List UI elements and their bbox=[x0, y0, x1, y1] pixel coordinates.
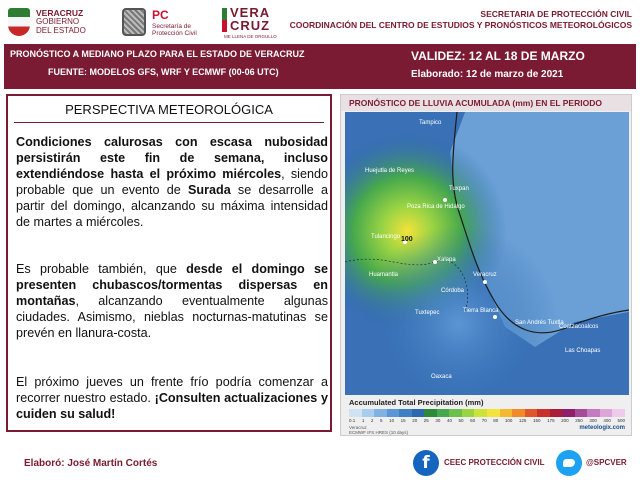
colorbar-tick: 200 bbox=[561, 418, 569, 423]
colorbar-swatch bbox=[550, 409, 563, 417]
forecast-validity: VALIDEZ: 12 AL 18 DE MARZO bbox=[411, 49, 585, 63]
colorbar-swatch bbox=[575, 409, 588, 417]
veracruz-government-logo bbox=[8, 6, 108, 42]
facebook-icon[interactable]: f bbox=[413, 450, 439, 476]
map-label-tulancingo: Tulancingo bbox=[371, 234, 401, 240]
colorbar-tick: 25 bbox=[423, 418, 429, 423]
colorbar-swatch bbox=[612, 409, 625, 417]
colorbar-tick: 40 bbox=[446, 418, 452, 423]
header-agency bbox=[290, 9, 632, 31]
colorbar-tick: 400 bbox=[603, 418, 611, 423]
paragraph-2: Es probable también, que desde el domingo se presenten chubascos/tormentas dispersas en montañas, alcanzando eventualmente algunas ciudades. Asimismo, nieblas nocturnas-matutinas se prevén en llanura-costa. bbox=[16, 262, 328, 340]
colorbar-swatch bbox=[600, 409, 613, 417]
colorbar-swatch bbox=[537, 409, 550, 417]
panel-heading: PERSPECTIVA METEOROLÓGICA bbox=[65, 102, 273, 117]
rain-forecast-map-panel bbox=[340, 94, 632, 436]
map-label-xalapa: Xalapa bbox=[437, 257, 456, 263]
panel-divider bbox=[14, 122, 324, 123]
twitter-handle[interactable]: @SPCVER bbox=[586, 458, 627, 467]
header-logos bbox=[8, 6, 278, 42]
colorbar-swatch bbox=[424, 409, 437, 417]
colorbar-swatch bbox=[587, 409, 600, 417]
colorbar-tick: 10 bbox=[389, 418, 395, 423]
colorbar-tick: 20 bbox=[412, 418, 418, 423]
coordinacion-title: COORDINACIÓN DEL CENTRO DE ESTUDIOS Y PRONÓSTICOS METEOROLÓGICOS bbox=[289, 20, 632, 30]
colorbar-ticks bbox=[349, 418, 625, 423]
map-label-veracruz: Veracruz bbox=[473, 272, 497, 278]
colorbar-tick: 500 bbox=[617, 418, 625, 423]
colorbar-tick: 175 bbox=[547, 418, 555, 423]
colorbar-tick: 2 bbox=[370, 418, 374, 423]
colorbar-swatch bbox=[437, 409, 450, 417]
forecast-source: FUENTE: MODELOS GFS, WRF Y ECMWF (00-06 UTC) bbox=[48, 67, 279, 77]
map-label-huejutla: Huejutla de Reyes bbox=[365, 168, 415, 174]
seal-icon bbox=[122, 8, 146, 36]
paragraph-1: Condiciones calurosas con escasa nubosidad persistirán este fin de semana, incluso extendiéndose hasta el próximo miércoles, siendo probable que un evento de Surada se desarrolle a partir del domingo, alcanzando su máxima intensidad de martes a miércoles. bbox=[16, 135, 328, 229]
colorbar-tick: 125 bbox=[518, 418, 527, 423]
map-label-cordoba: Córdoba bbox=[441, 288, 465, 294]
secretaria-title: SECRETARIA DE PROTECCIÓN CIVIL bbox=[480, 9, 632, 19]
map-label-tuxtepec: Tuxtepec bbox=[415, 310, 440, 316]
veracruz-shield-icon bbox=[8, 8, 30, 36]
map-max-label: 100 bbox=[401, 236, 413, 243]
logo-vc-line1: VERA bbox=[230, 5, 271, 20]
author-credit: Elaboró: José Martín Cortés bbox=[24, 458, 158, 469]
colorbar-swatch bbox=[374, 409, 387, 417]
colorbar-swatch bbox=[525, 409, 538, 417]
proteccion-civil-logo bbox=[122, 6, 214, 42]
map-label-coatzacoalcos: Coatzacoalcos bbox=[559, 324, 599, 330]
colorbar-swatch bbox=[512, 409, 525, 417]
logo-vc-line3: ME LLENA DE ORGULLO bbox=[224, 34, 277, 39]
map-label-tampico: Tampico bbox=[419, 120, 442, 126]
colorbar-tick: 100 bbox=[504, 418, 513, 423]
colorbar-tick: 50 bbox=[458, 418, 464, 423]
logo-pc-title: PC bbox=[152, 8, 169, 22]
colorbar-swatch bbox=[562, 409, 575, 417]
map-label-huamantla: Huamantla bbox=[369, 272, 399, 278]
colorbar-swatch bbox=[362, 409, 375, 417]
colorbar-tick: 30 bbox=[435, 418, 441, 423]
colorbar-tick: 150 bbox=[533, 418, 541, 423]
logo-vc-line2: CRUZ bbox=[230, 18, 271, 33]
logo-veracruz-line2: GOBIERNO DEL ESTADO bbox=[36, 17, 86, 35]
map-label-san-andres: San Andrés Tuxtla bbox=[515, 320, 564, 326]
map-label-oaxaca: Oaxaca bbox=[431, 374, 452, 380]
colorbar-swatch bbox=[349, 409, 362, 417]
colorbar-tick: 0.1 bbox=[349, 418, 356, 423]
colorbar-tick: 70 bbox=[481, 418, 487, 423]
colorbar-swatch bbox=[474, 409, 487, 417]
colorbar-swatch bbox=[462, 409, 475, 417]
paragraph-3: El próximo jueves un frente frío podría comenzar a recorrer nuestro estado. ¡Consulten actualizaciones y cuiden su salud! bbox=[16, 375, 328, 421]
map-footer: Veracruz ECMWF IFS HRES (10 days) bbox=[349, 425, 409, 435]
forecast-title: PRONÓSTICO A MEDIANO PLAZO PARA EL ESTADO DE VERACRUZ bbox=[10, 49, 305, 59]
colorbar-swatch bbox=[412, 409, 425, 417]
twitter-icon[interactable] bbox=[556, 450, 582, 476]
colorbar-swatch bbox=[449, 409, 462, 417]
map-label-las-choapas: Las Choapas bbox=[565, 348, 601, 354]
colorbar-tick: 60 bbox=[470, 418, 476, 423]
precipitation-map bbox=[345, 112, 629, 395]
precipitation-colorbar bbox=[349, 409, 625, 417]
brand-bar-icon bbox=[222, 8, 227, 32]
map-label-tuxpan: Tuxpan bbox=[449, 186, 469, 192]
map-heading: PRONÓSTICO DE LLUVIA ACUMULADA (mm) EN EL PERIODO bbox=[341, 95, 631, 111]
colorbar-tick: 1 bbox=[361, 418, 365, 423]
colorbar-swatch bbox=[387, 409, 400, 417]
facebook-handle[interactable]: CEEC PROTECCIÓN CIVIL bbox=[444, 458, 545, 467]
colorbar-tick: 15 bbox=[400, 418, 406, 423]
logo-veracruz-line1: VERACRUZ bbox=[36, 8, 84, 18]
colorbar-swatch bbox=[399, 409, 412, 417]
colorbar-tick: 80 bbox=[493, 418, 499, 423]
colorbar-tick: 250 bbox=[575, 418, 583, 423]
title-bar bbox=[4, 44, 636, 89]
map-label-poza-rica: Poza Rica de Hidalgo bbox=[407, 204, 465, 210]
meteologix-logo: meteologix.com bbox=[579, 425, 625, 431]
map-label-tierra-blanca: Tierra Blanca bbox=[463, 308, 499, 314]
logo-pc-sub: Secretaría de Protección Civil bbox=[152, 23, 197, 37]
colorbar-swatch bbox=[487, 409, 500, 417]
colorbar-title: Accumulated Total Precipitation (mm) bbox=[349, 398, 484, 407]
perspective-panel bbox=[6, 94, 332, 432]
colorbar-tick: 5 bbox=[379, 418, 383, 423]
veracruz-brand-logo bbox=[222, 6, 282, 44]
colorbar-swatch bbox=[500, 409, 513, 417]
forecast-elaborated: Elaborado: 12 de marzo de 2021 bbox=[411, 69, 564, 80]
colorbar-tick: 300 bbox=[589, 418, 597, 423]
